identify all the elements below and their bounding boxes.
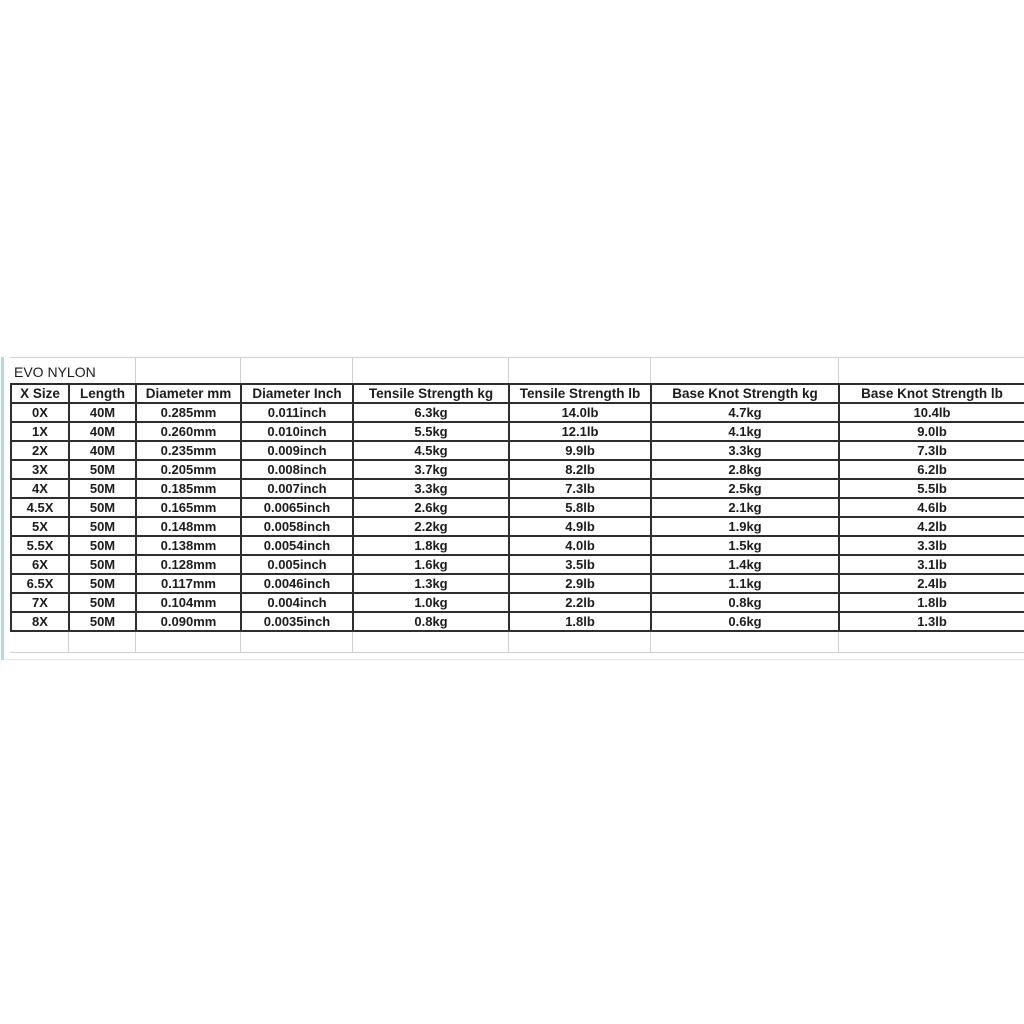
cell: 0.6kg <box>651 612 839 631</box>
cell: 50M <box>69 593 136 612</box>
column-header: Base Knot Strength lb <box>839 384 1024 403</box>
cell: 2.8kg <box>651 460 839 479</box>
cell: 0.090mm <box>136 612 241 631</box>
cell: 7.3lb <box>839 441 1024 460</box>
cell: 4X <box>11 479 69 498</box>
gridline <box>240 632 241 652</box>
gridline <box>650 358 651 383</box>
cell: 5.5lb <box>839 479 1024 498</box>
column-header: X Size <box>11 384 69 403</box>
gridline <box>135 632 136 652</box>
cell: 4.0lb <box>509 536 651 555</box>
cell: 4.5X <box>11 498 69 517</box>
cell: 4.1kg <box>651 422 839 441</box>
cell: 1.0kg <box>353 593 509 612</box>
table-row <box>11 536 1024 555</box>
cell: 5X <box>11 517 69 536</box>
cell: 10.4lb <box>839 403 1024 422</box>
cell: 0.0065inch <box>241 498 353 517</box>
gridline <box>352 632 353 652</box>
table-row <box>11 460 1024 479</box>
table-row <box>11 479 1024 498</box>
gridline <box>135 358 136 383</box>
cell: 2.2lb <box>509 593 651 612</box>
pane-edge-line <box>1 357 4 660</box>
cell: 50M <box>69 555 136 574</box>
cell: 50M <box>69 536 136 555</box>
cell: 5.5kg <box>353 422 509 441</box>
column-header: Tensile Strength kg <box>353 384 509 403</box>
table-row <box>11 403 1024 422</box>
cell: 0.148mm <box>136 517 241 536</box>
cell: 1.3lb <box>839 612 1024 631</box>
cell: 3.5lb <box>509 555 651 574</box>
cell: 0.128mm <box>136 555 241 574</box>
table-title: EVO NYLON <box>14 364 96 380</box>
cell: 8.2lb <box>509 460 651 479</box>
cell: 3.3kg <box>353 479 509 498</box>
table-row <box>11 574 1024 593</box>
cell: 0.011inch <box>241 403 353 422</box>
cell: 5.8lb <box>509 498 651 517</box>
cell: 40M <box>69 422 136 441</box>
column-header: Tensile Strength lb <box>509 384 651 403</box>
cell: 2.2kg <box>353 517 509 536</box>
cell: 6X <box>11 555 69 574</box>
cell: 1.6kg <box>353 555 509 574</box>
cell: 3.7kg <box>353 460 509 479</box>
cell: 1.3kg <box>353 574 509 593</box>
gridline <box>508 358 509 383</box>
column-header: Length <box>69 384 136 403</box>
cell: 2X <box>11 441 69 460</box>
cell: 0.8kg <box>353 612 509 631</box>
cell: 0.004inch <box>241 593 353 612</box>
cell: 1.8lb <box>839 593 1024 612</box>
cell: 4.5kg <box>353 441 509 460</box>
cell: 0.007inch <box>241 479 353 498</box>
gridline <box>838 358 839 383</box>
gridline <box>838 632 839 652</box>
cell: 3X <box>11 460 69 479</box>
cell: 12.1lb <box>509 422 651 441</box>
cell: 40M <box>69 403 136 422</box>
cell: 0.008inch <box>241 460 353 479</box>
table-row <box>11 422 1024 441</box>
cell: 0.005inch <box>241 555 353 574</box>
cell: 0.185mm <box>136 479 241 498</box>
table-row <box>11 612 1024 631</box>
table-row <box>11 441 1024 460</box>
cell: 6.3kg <box>353 403 509 422</box>
cell: 4.9lb <box>509 517 651 536</box>
table-row <box>11 498 1024 517</box>
cell: 1X <box>11 422 69 441</box>
cell: 50M <box>69 460 136 479</box>
cell: 9.9lb <box>509 441 651 460</box>
table-row <box>11 517 1024 536</box>
cell: 0.138mm <box>136 536 241 555</box>
cell: 0.117mm <box>136 574 241 593</box>
cell: 8X <box>11 612 69 631</box>
cell: 0X <box>11 403 69 422</box>
cell: 2.9lb <box>509 574 651 593</box>
cell: 7X <box>11 593 69 612</box>
table-row <box>11 593 1024 612</box>
cell: 4.7kg <box>651 403 839 422</box>
cell: 1.8lb <box>509 612 651 631</box>
gridline <box>4 659 1024 660</box>
cell: 5.5X <box>11 536 69 555</box>
gridline <box>650 632 651 652</box>
cell: 2.4lb <box>839 574 1024 593</box>
cell: 4.2lb <box>839 517 1024 536</box>
cell: 0.235mm <box>136 441 241 460</box>
column-header: Base Knot Strength kg <box>651 384 839 403</box>
cell: 0.0058inch <box>241 517 353 536</box>
cell: 0.260mm <box>136 422 241 441</box>
cell: 1.8kg <box>353 536 509 555</box>
cell: 0.0046inch <box>241 574 353 593</box>
cell: 50M <box>69 479 136 498</box>
cell: 0.009inch <box>241 441 353 460</box>
cell: 50M <box>69 498 136 517</box>
cell: 7.3lb <box>509 479 651 498</box>
cell: 0.8kg <box>651 593 839 612</box>
cell: 0.104mm <box>136 593 241 612</box>
cell: 1.9kg <box>651 517 839 536</box>
cell: 4.6lb <box>839 498 1024 517</box>
empty-gridline-row <box>10 632 1024 653</box>
cell: 1.5kg <box>651 536 839 555</box>
cell: 2.5kg <box>651 479 839 498</box>
column-header: Diameter Inch <box>241 384 353 403</box>
cell: 2.6kg <box>353 498 509 517</box>
spec-table <box>10 383 1024 632</box>
cell: 0.010inch <box>241 422 353 441</box>
header-row <box>11 384 1024 403</box>
cell: 0.165mm <box>136 498 241 517</box>
column-header: Diameter mm <box>136 384 241 403</box>
table-row <box>11 555 1024 574</box>
cell: 3.3kg <box>651 441 839 460</box>
cell: 0.0035inch <box>241 612 353 631</box>
cell: 40M <box>69 441 136 460</box>
gridline <box>508 632 509 652</box>
cell: 6.5X <box>11 574 69 593</box>
cell: 3.3lb <box>839 536 1024 555</box>
cell: 0.285mm <box>136 403 241 422</box>
cell: 9.0lb <box>839 422 1024 441</box>
cell: 3.1lb <box>839 555 1024 574</box>
cell: 1.4kg <box>651 555 839 574</box>
cell: 50M <box>69 574 136 593</box>
cell: 50M <box>69 517 136 536</box>
gridline <box>68 632 69 652</box>
cell: 14.0lb <box>509 403 651 422</box>
cell: 2.1kg <box>651 498 839 517</box>
title-gridline-row <box>10 357 1024 383</box>
cell: 6.2lb <box>839 460 1024 479</box>
cell: 50M <box>69 612 136 631</box>
cell: 0.0054inch <box>241 536 353 555</box>
gridline <box>352 358 353 383</box>
gridline <box>240 358 241 383</box>
cell: 0.205mm <box>136 460 241 479</box>
cell: 1.1kg <box>651 574 839 593</box>
